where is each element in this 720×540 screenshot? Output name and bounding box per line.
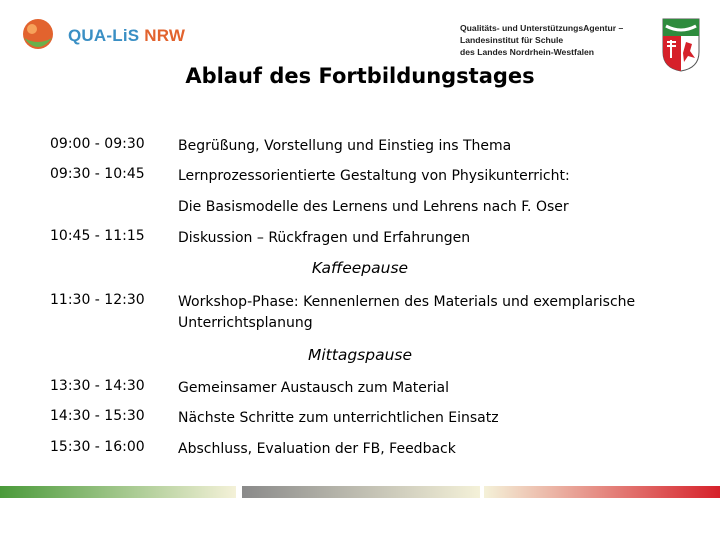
logo-wordmark-accent: NRW [144, 26, 186, 45]
logo-wordmark-main: QUA-LiS [68, 26, 145, 45]
agency-line-2: Landesinstitut für Schule [460, 35, 564, 45]
schedule-time: 11:30 - 12:30 [50, 292, 145, 308]
footer-color-bar [0, 486, 720, 498]
coffee-break-label: Kaffeepause [311, 259, 409, 277]
schedule-text: Workshop-Phase: Kennenlernen des Materials und exemplarische Unterrichtsplanung [178, 294, 636, 331]
footer-bar-gray [242, 486, 480, 498]
agency-name [460, 22, 660, 58]
schedule-text: Die Basismodelle des Lernens und Lehrens nach F. Oser [178, 199, 569, 215]
schedule-text: Nächste Schritte zum unterrichtlichen Einsatz [178, 410, 499, 426]
schedule-time: 13:30 - 14:30 [50, 378, 145, 394]
qualis-logo-icon [18, 16, 58, 56]
footer-bar-green [0, 486, 236, 498]
footer-bar-red [484, 486, 720, 498]
schedule-text: Abschluss, Evaluation der FB, Feedback [178, 441, 456, 457]
page-title: Ablauf des Fortbildungstages [185, 64, 535, 88]
schedule-text: Gemeinsamer Austausch zum Material [178, 380, 449, 396]
schedule-text: Lernprozessorientierte Gestaltung von Physikunterricht: [178, 168, 570, 184]
schedule-time: 10:45 - 11:15 [50, 228, 145, 244]
agency-line-1: Qualitäts- und UnterstützungsAgentur – [460, 23, 624, 33]
schedule-text: Begrüßung, Vorstellung und Einstieg ins Thema [178, 138, 512, 154]
schedule-time: 14:30 - 15:30 [50, 408, 145, 424]
agency-line-3: des Landes Nordrhein-Westfalen [460, 47, 595, 57]
schedule-time: 09:00 - 09:30 [50, 136, 145, 152]
logo-wordmark [68, 26, 185, 46]
lunch-break-label: Mittagspause [307, 346, 413, 364]
schedule-time: 09:30 - 10:45 [50, 166, 145, 182]
schedule-time: 15:30 - 16:00 [50, 439, 145, 455]
qualis-logo [18, 16, 198, 58]
schedule-text: Diskussion – Rückfragen und Erfahrungen [178, 230, 471, 246]
